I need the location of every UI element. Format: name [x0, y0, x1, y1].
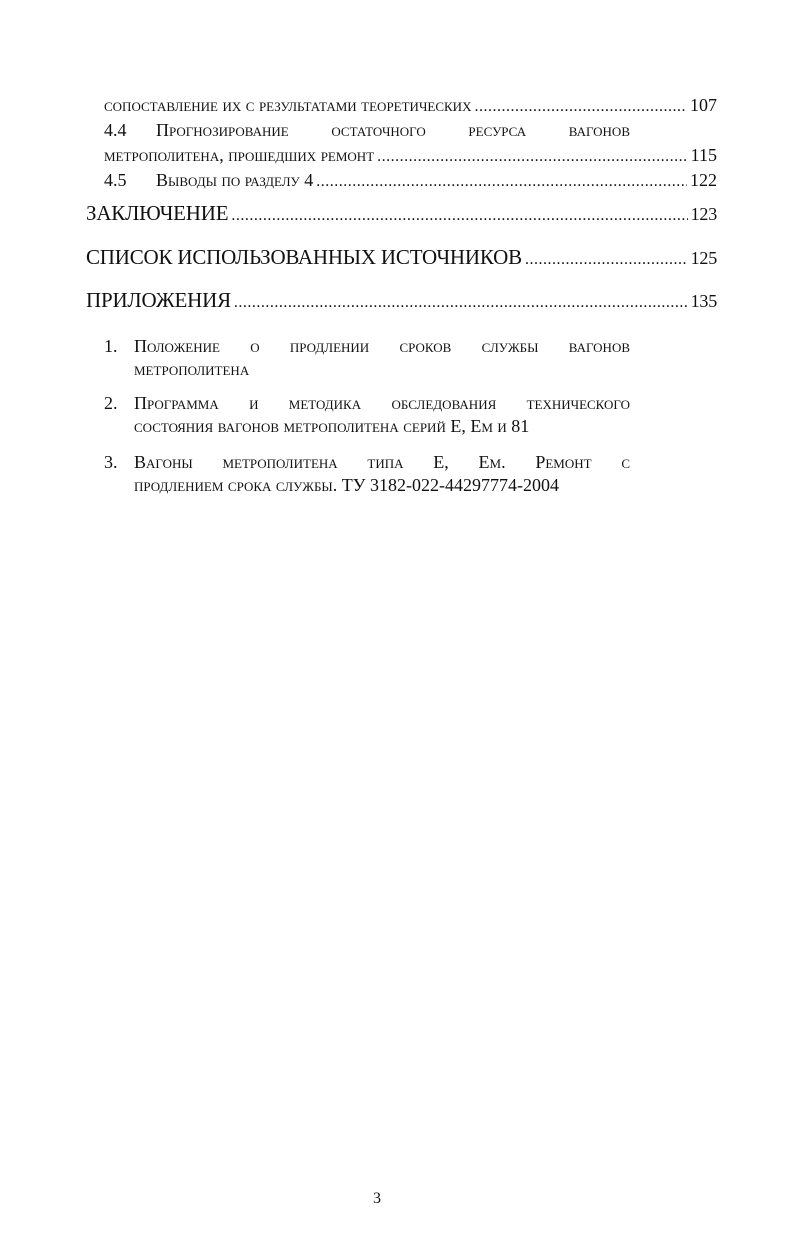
toc-leader-dots — [474, 98, 687, 116]
toc-page-number: 125 — [690, 248, 717, 268]
toc-page-number: 122 — [690, 170, 717, 190]
toc-leader-dots — [234, 294, 688, 312]
toc-entry-conclusion — [86, 201, 717, 226]
appendix-text-line1: Программа и методика обследования технического — [134, 393, 630, 413]
toc-page-number: 107 — [690, 95, 717, 115]
appendix-item-3 — [104, 452, 630, 496]
toc-entry-text: ЗАКЛЮЧЕНИЕ — [86, 201, 229, 225]
appendix-number: 1. — [104, 336, 118, 356]
toc-page-number: 135 — [690, 291, 717, 311]
appendix-number: 3. — [104, 452, 118, 472]
toc-entry-text: сопоставление их с результатами теоретических — [104, 95, 472, 115]
appendix-item-1 — [104, 336, 630, 380]
toc-leader-dots — [231, 207, 687, 225]
toc-leader-dots — [525, 251, 688, 269]
toc-section-number: 4.5 — [104, 170, 127, 190]
toc-leader-dots — [377, 148, 688, 166]
toc-entry-references — [86, 245, 717, 270]
toc-entry-text: СПИСОК ИСПОЛЬЗОВАННЫХ ИСТОЧНИКОВ — [86, 245, 522, 269]
toc-entry-4-5 — [104, 170, 717, 191]
appendix-number: 2. — [104, 393, 118, 413]
page-number: 3 — [373, 1190, 381, 1207]
toc-entry-text: ПРИЛОЖЕНИЯ — [86, 288, 231, 312]
toc-entry-text-line2: метрополитена, прошедших ремонт — [104, 145, 375, 165]
toc-section-number: 4.4 — [104, 120, 127, 140]
toc-page-number: 115 — [690, 145, 717, 165]
toc-entry-4-3-cont — [104, 95, 717, 116]
toc-page-number: 123 — [690, 204, 717, 224]
appendix-text-line2: состояния вагонов метрополитена серий Е, Ем и 81 — [134, 416, 530, 436]
appendix-text-line2: продлением срока службы. ТУ 3182-022-44297774-2004 — [134, 475, 559, 495]
toc-entry-4-4-line2 — [104, 145, 717, 166]
toc-entry-appendices — [86, 288, 717, 313]
appendix-text-line2: метрополитена — [134, 359, 250, 379]
appendix-item-2 — [104, 393, 630, 437]
appendix-text-line1: Вагоны метрополитена типа Е, Ем. Ремонт с — [134, 452, 630, 472]
toc-entry-text-line1: Прогнозирование остаточного ресурса вагонов — [156, 120, 630, 140]
toc-leader-dots — [316, 173, 687, 191]
appendix-text-line1: Положение о продлении сроков службы вагонов — [134, 336, 630, 356]
toc-entry-text: Выводы по разделу 4 — [156, 170, 314, 190]
